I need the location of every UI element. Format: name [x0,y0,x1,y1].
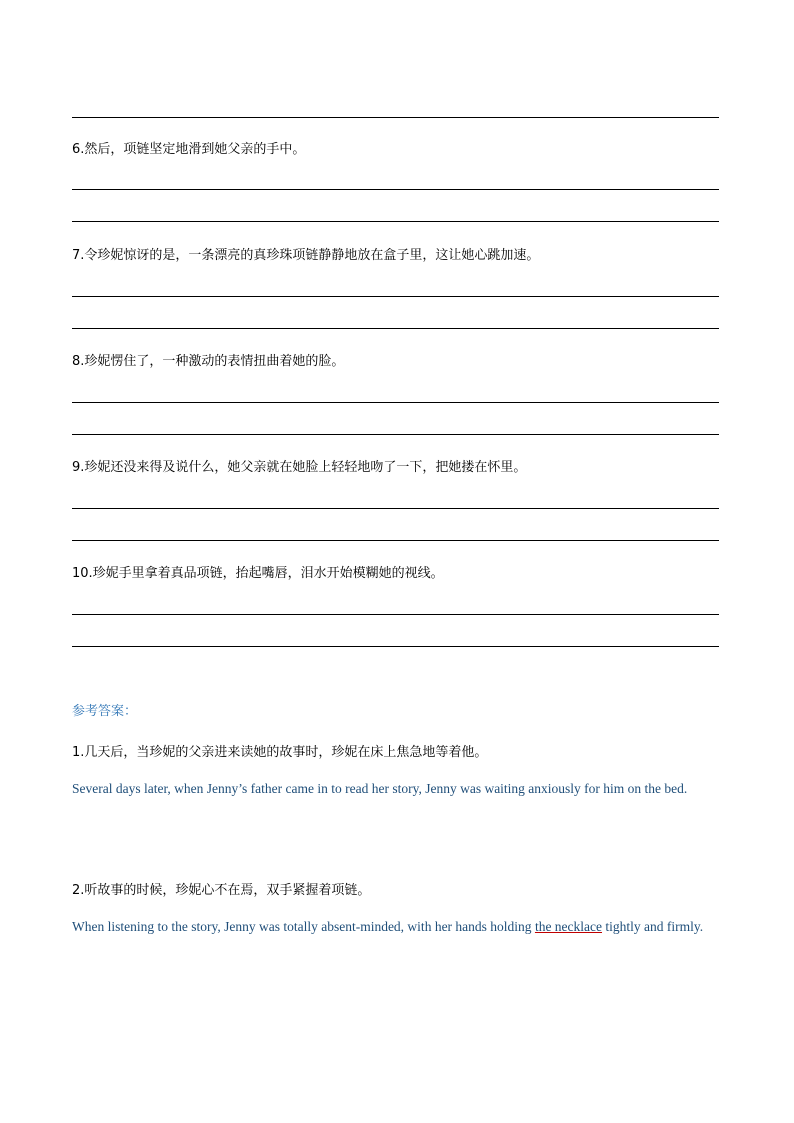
answer-line [72,646,719,647]
answer-line [72,328,719,329]
answer-line [72,117,719,118]
answer-1-chinese: 1.几天后，当珍妮的父亲进来读她的故事时，珍妮在床上焦急地等着他。 [72,745,488,760]
answer-line [72,614,719,615]
answer-line [72,402,719,403]
answer-2-underlined-phrase: the necklace [534,919,603,934]
answer-2-english [72,911,722,943]
question-6: 6.然后，项链坚定地滑到她父亲的手中。 [72,142,306,157]
question-10: 10.珍妮手里拿着真品项链，抬起嘴唇，泪水开始模糊她的视线。 [72,566,444,581]
answer-line [72,434,719,435]
answer-line [72,221,719,222]
answer-2-english-before: When listening to the story, Jenny was totally absent-minded, with her hands holding [72,919,535,934]
question-7: 7.令珍妮惊讶的是，一条漂亮的真珍珠项链静静地放在盒子里，这让她心跳加速。 [72,248,540,263]
answer-2-chinese: 2.听故事的时候，珍妮心不在焉，双手紧握着项链。 [72,883,371,898]
answer-line [72,508,719,509]
answer-1-english: Several days later, when Jenny’s father came in to read her story, Jenny was waiting anxiously for him on the bed. [72,781,688,796]
answer-line [72,540,719,541]
answer-line [72,296,719,297]
question-9: 9.珍妮还没来得及说什么，她父亲就在她脸上轻轻地吻了一下，把她搂在怀里。 [72,460,527,475]
answer-2-english-after: tightly and firmly. [602,919,704,934]
question-8: 8.珍妮愣住了，一种激动的表情扭曲着她的脸。 [72,354,345,369]
answer-line [72,189,719,190]
answers-heading: 参考答案： [72,704,138,719]
